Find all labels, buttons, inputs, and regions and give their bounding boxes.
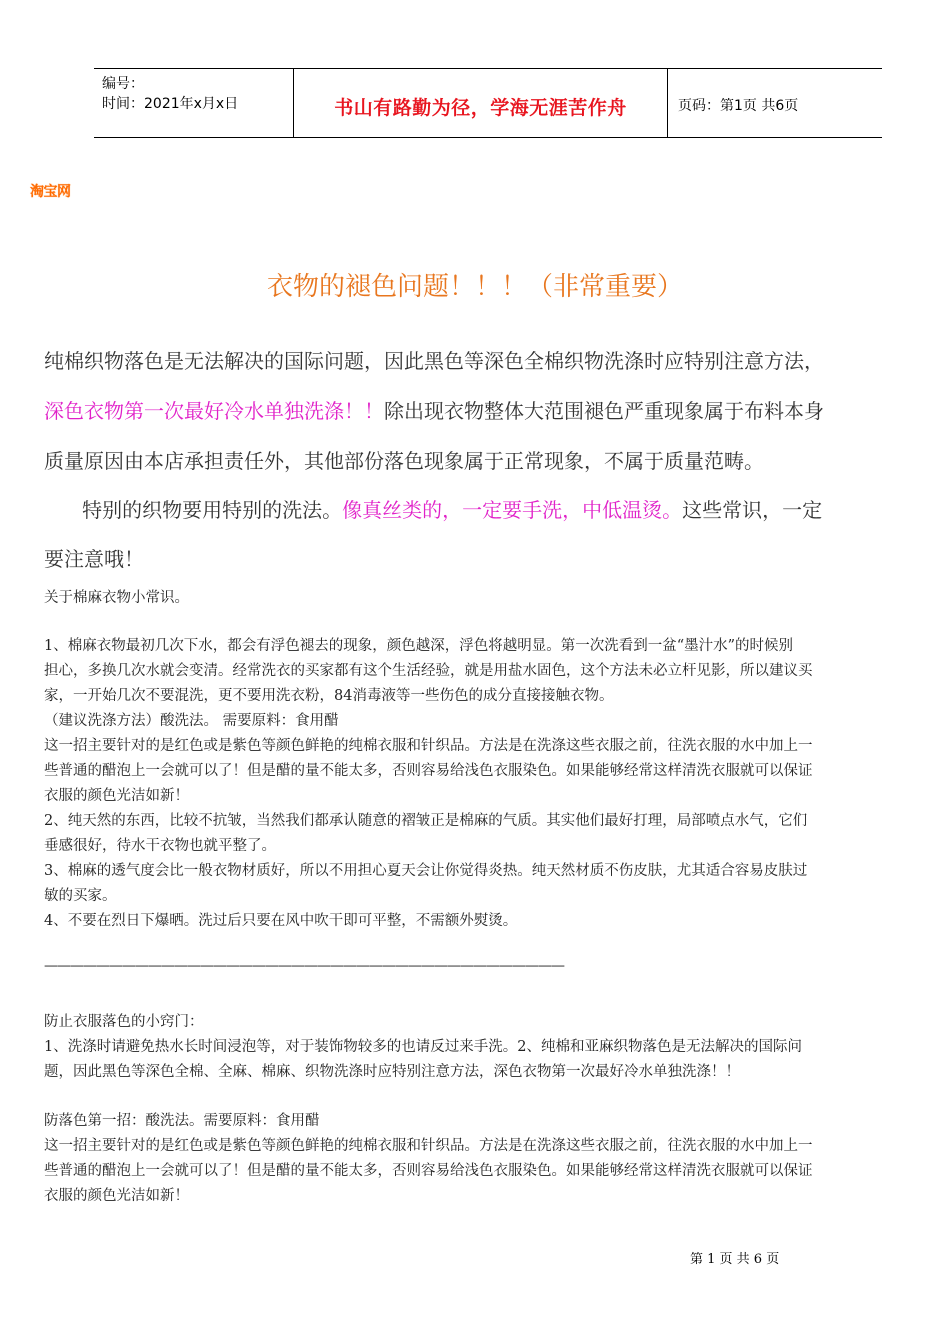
section-1-line: 衣服的颜色光洁如新！ <box>44 788 189 804</box>
time-label: 时间：2021年x月x日 <box>102 96 239 112</box>
number-label: 编号： <box>102 76 144 92</box>
page-code: 页码：第1页 共6页 <box>678 98 799 114</box>
section-1-heading: 关于棉麻衣物小常识。 <box>44 590 189 606</box>
section-1-line: 敏的买家。 <box>44 888 117 904</box>
intro-line-4 <box>44 494 932 523</box>
intro-line-2-rest: 除出现衣物整体大范围褪色严重现象属于布料本身 <box>384 399 824 423</box>
section-3-line: 衣服的颜色光洁如新！ <box>44 1188 189 1204</box>
section-2-line: 题，因此黑色等深色全棉、全麻、棉麻、织物洗涤时应特别注意方法，深色衣物第一次最好冷水单独洗涤！！ <box>44 1064 740 1080</box>
section-3-heading: 防落色第一招：酸洗法。需要原料：食用醋 <box>44 1113 320 1129</box>
section-1-line: 1、棉麻衣物最初几次下水，都会有浮色褪去的现象，颜色越深，浮色将越明显。第一次洗看到一盆“墨汁水”的时候别 <box>44 638 794 654</box>
page-footer: 第 1 页 共 6 页 <box>690 1252 780 1267</box>
section-1-line: （建议洗涤方法）酸洗法。 需要原料：食用醋 <box>44 713 339 729</box>
section-1-line: 4、不要在烈日下爆晒。洗过后只要在风中吹干即可平整，不需额外熨烫。 <box>44 913 518 929</box>
divider-line: ———————————————————————————————————————— <box>44 958 564 974</box>
motto: 书山有路勤为径，学海无涯苦作舟 <box>334 97 627 119</box>
section-3-line: 些普通的醋泡上一会就可以了！但是醋的量不能太多，否则容易给浅色衣服染色。如果能够经常这样清洗衣服就可以保证 <box>44 1163 813 1179</box>
intro-highlight-1: 深色衣物第一次最好冷水单独洗涤！！ <box>44 399 384 423</box>
section-2-line: 1、洗涤时请避免热水长时间浸泡等，对于装饰物较多的也请反过来手洗。2、纯棉和亚麻织物落色是无法解决的国际问 <box>44 1039 802 1055</box>
document-header <box>94 68 882 138</box>
section-1-line: 3、棉麻的透气度会比一般衣物材质好，所以不用担心夏天会让你觉得炎热。纯天然材质不伤皮肤，尤其适合容易皮肤过 <box>44 863 808 879</box>
section-1-line: 担心，多换几次水就会变清。经常洗衣的买家都有这个生活经验，就是用盐水固色，这个方法未必立杆见影，所以建议买 <box>44 663 813 679</box>
intro-line-4-end: 这些常识，一定 <box>682 498 823 522</box>
section-1-line: 些普通的醋泡上一会就可以了！但是醋的量不能太多，否则容易给浅色衣服染色。如果能够经常这样清洗衣服就可以保证 <box>44 763 813 779</box>
section-2-heading: 防止衣服落色的小窍门： <box>44 1014 204 1030</box>
taobao-logo: 淘宝网 <box>30 184 71 200</box>
section-1-line: 垂感很好，待水干衣物也就平整了。 <box>44 838 276 854</box>
section-1-line: 这一招主要针对的是红色或是紫色等颜色鲜艳的纯棉衣服和针织品。方法是在洗涤这些衣服之前，往洗衣服的水中加上一 <box>44 738 813 754</box>
header-page-cell <box>668 69 882 137</box>
intro-line-3: 质量原因由本店承担责任外，其他部份落色现象属于正常现象，不属于质量范畴。 <box>44 449 764 473</box>
header-motto-cell <box>294 69 668 137</box>
intro-line-1: 纯棉织物落色是无法解决的国际问题，因此黑色等深色全棉织物洗涤时应特别注意方法， <box>44 349 824 373</box>
intro-line-5: 要注意哦！ <box>44 547 144 571</box>
page-title: 衣物的褪色问题！！！（非常重要） <box>266 272 683 302</box>
intro-highlight-2: 像真丝类的，一定要手洗，中低温烫。 <box>342 498 683 522</box>
section-1-line: 2、纯天然的东西，比较不抗皱，当然我们都承认随意的褶皱正是棉麻的气质。其实他们最好打理，局部喷点水气，它们 <box>44 813 808 829</box>
intro-line-2 <box>44 395 932 424</box>
intro-line-4-start: 特别的织物要用特别的洗法。 <box>44 498 343 522</box>
header-meta-cell <box>94 69 294 137</box>
section-1-line: 家，一开始几次不要混洗，更不要用洗衣粉，84消毒液等一些伤色的成分直接接触衣物。 <box>44 688 614 704</box>
section-3-line: 这一招主要针对的是红色或是紫色等颜色鲜艳的纯棉衣服和针织品。方法是在洗涤这些衣服之前，往洗衣服的水中加上一 <box>44 1138 813 1154</box>
